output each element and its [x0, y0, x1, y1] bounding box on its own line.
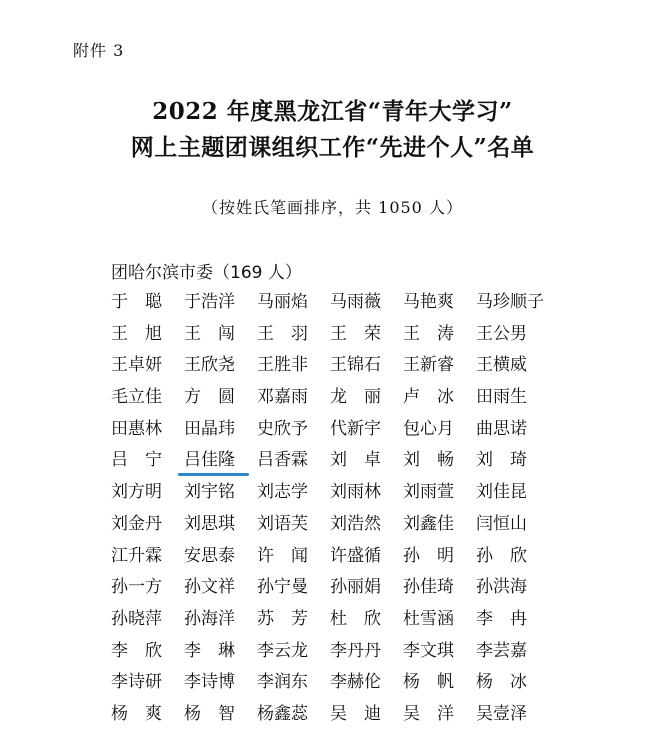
name-entry: 李 琳	[184, 640, 235, 661]
name-entry: 孙佳琦	[403, 577, 454, 598]
name-entry: 曲思诺	[476, 418, 527, 439]
name-entry: 马艳爽	[403, 292, 454, 312]
name-entry: 吴 洋	[403, 703, 454, 724]
name-entry: 杜 欣	[330, 608, 381, 629]
name-entry: 刘雨林	[330, 482, 381, 503]
name-entry: 龙 丽	[330, 387, 381, 408]
name-entry: 苏 芳	[257, 608, 308, 629]
name-entry: 代新宇	[330, 418, 381, 439]
name-entry: 杨 冰	[476, 672, 527, 693]
name-entry: 田雨生	[476, 387, 527, 408]
name-entry: 刘 畅	[403, 450, 454, 471]
name-entry: 杨鑫蕊	[257, 703, 308, 724]
name-entry: 刘金丹	[111, 513, 162, 534]
name-entry: 李云龙	[257, 640, 308, 661]
name-entry: 马丽焰	[257, 292, 308, 312]
name-entry: 王公男	[476, 323, 527, 344]
name-entry: 杨 帆	[403, 672, 454, 693]
highlighted-name: 吕佳隆	[184, 445, 257, 477]
name-entry: 王胜非	[257, 355, 308, 376]
name-entry: 李丹丹	[330, 640, 381, 661]
name-entry: 王锦石	[330, 355, 381, 376]
name-entry: 刘浩然	[330, 513, 381, 534]
name-entry: 吴壹泽	[476, 703, 527, 724]
name-entry: 吴 迪	[330, 703, 381, 724]
name-entry: 刘雨萱	[403, 482, 454, 503]
document-subtitle: （按姓氏笔画排序，共 1050 人）	[202, 198, 463, 217]
name-entry: 孙 明	[403, 545, 454, 566]
name-entry: 孙宁曼	[257, 577, 308, 598]
document-title-line1: 2022 年度黑龙江省“青年大学习”	[152, 98, 513, 125]
name-entry: 马珍顺子	[476, 292, 544, 312]
name-entry: 刘语芙	[257, 513, 308, 534]
name-entry: 孙丽娟	[330, 577, 381, 598]
name-entry: 孙海洋	[184, 608, 235, 629]
name-entry: 王 涛	[403, 323, 454, 344]
name-entry: 田晶玮	[184, 418, 235, 439]
name-entry: 马雨薇	[330, 292, 381, 312]
name-entry: 卢 冰	[403, 387, 454, 408]
name-entry: 邓嘉雨	[257, 387, 308, 408]
name-entry: 安思泰	[184, 545, 235, 566]
name-entry: 田惠林	[111, 418, 162, 439]
name-entry: 吕香霖	[257, 450, 308, 471]
name-entry: 刘佳昆	[476, 482, 527, 503]
name-entry: 孙文祥	[184, 577, 235, 598]
name-entry: 闫恒山	[476, 513, 527, 534]
name-entry: 杨 智	[184, 703, 235, 724]
name-entry: 王新睿	[403, 355, 454, 376]
name-entry: 于浩洋	[184, 292, 235, 312]
name-entry: 方 圆	[184, 387, 235, 408]
name-entry: 孙 欣	[476, 545, 527, 566]
name-entry: 刘 卓	[330, 450, 381, 471]
name-entry: 刘方明	[111, 482, 162, 503]
name-entry: 毛立佳	[111, 387, 162, 408]
document-title-line2: 网上主题团课组织工作“先进个人”名单	[130, 134, 535, 161]
name-entry: 李文琪	[403, 640, 454, 661]
name-entry: 杨 爽	[111, 703, 162, 724]
name-entry: 王卓妍	[111, 355, 162, 376]
name-entry: 王欣尧	[184, 355, 235, 376]
name-entry: 李 欣	[111, 640, 162, 661]
name-entry: 李 冉	[476, 608, 527, 629]
name-entry: 孙晓萍	[111, 608, 162, 629]
attachment-label: 附件 3	[73, 41, 125, 60]
name-entry: 刘志学	[257, 482, 308, 503]
name-entry: 杜雪涵	[403, 608, 454, 629]
name-entry: 刘宇铭	[184, 482, 235, 503]
name-entry: 刘 琦	[476, 450, 527, 471]
section-title: 团哈尔滨市委（169 人）	[111, 263, 302, 283]
name-entry: 李诗研	[111, 672, 162, 693]
name-entry: 王横威	[476, 355, 527, 376]
name-entry: 孙洪海	[476, 577, 527, 598]
name-entry: 刘鑫佳	[403, 513, 454, 534]
name-entry: 于 聪	[111, 292, 162, 312]
name-entry: 王 荣	[330, 323, 381, 344]
name-entry: 李赫伦	[330, 672, 381, 693]
name-entry: 吕 宁	[111, 450, 162, 471]
name-entry: 包心月	[403, 418, 454, 439]
name-entry: 史欣予	[257, 418, 308, 439]
name-entry: 孙一方	[111, 577, 162, 598]
name-entry: 李润东	[257, 672, 308, 693]
name-entry: 李诗博	[184, 672, 235, 693]
name-entry: 刘思琪	[184, 513, 235, 534]
name-entry: 王 闯	[184, 323, 235, 344]
name-entry: 许盛循	[330, 545, 381, 566]
name-entry: 李芸嘉	[476, 640, 527, 661]
name-entry: 王 羽	[257, 323, 308, 344]
names-grid	[111, 287, 549, 731]
name-entry: 江升霖	[111, 545, 162, 566]
name-entry: 王 旭	[111, 323, 162, 344]
name-entry: 许 闻	[257, 545, 308, 566]
